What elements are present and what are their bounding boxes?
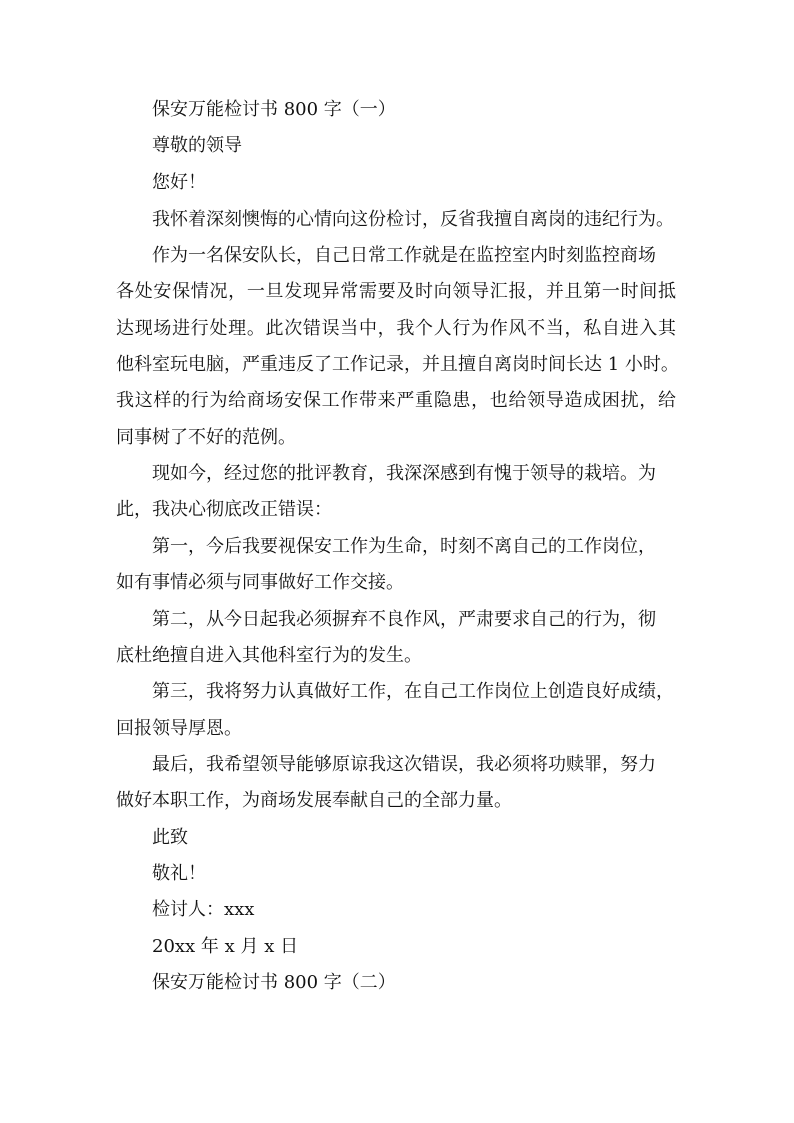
- paragraph-line: 我怀着深刻懊悔的心情向这份检讨，反省我擅自离岗的违纪行为。: [152, 209, 674, 230]
- closing-line: 此致: [152, 827, 188, 848]
- salutation: 尊敬的领导: [152, 135, 242, 156]
- paragraph-line: 第一，今后我要视保安工作为生命，时刻不离自己的工作岗位，: [152, 536, 656, 557]
- paragraph-line: 第二，从今日起我必须摒弃不良作风，严肃要求自己的行为，彻: [152, 609, 656, 630]
- signer: 检讨人：xxx: [152, 899, 255, 920]
- document-title: 保安万能检讨书 800 字（一）: [152, 99, 396, 120]
- paragraph-line: 第三，我将努力认真做好工作，在自己工作岗位上创造良好成绩，: [152, 681, 674, 702]
- date: 20xx 年 x 月 x 日: [152, 936, 299, 957]
- paragraph-line: 如有事情必须与同事做好工作交接。: [116, 572, 404, 593]
- paragraph-line: 他科室玩电脑，严重违反了工作记录，并且擅自离岗时间长达 1 小时。: [116, 354, 679, 375]
- paragraph-line: 达现场进行处理。此次错误当中，我个人行为作风不当，私自进入其: [116, 318, 676, 339]
- paragraph-line: 做好本职工作，为商场发展奉献自己的全部力量。: [116, 790, 512, 811]
- greeting: 您好！: [152, 172, 206, 193]
- paragraph-line: 底杜绝擅自进入其他科室行为的发生。: [116, 645, 422, 666]
- paragraph-line: 同事树了不好的范例。: [116, 427, 296, 448]
- section-title: 保安万能检讨书 800 字（二）: [152, 972, 396, 993]
- paragraph-line: 最后，我希望领导能够原谅我这次错误，我必须将功赎罪，努力: [152, 754, 656, 775]
- paragraph-line: 现如今，经过您的批评教育，我深深感到有愧于领导的栽培。为: [152, 463, 656, 484]
- paragraph-line: 此，我决心彻底改正错误：: [116, 499, 332, 520]
- closing-salute: 敬礼！: [152, 863, 206, 884]
- paragraph-line: 作为一名保安队长，自己日常工作就是在监控室内时刻监控商场: [152, 245, 656, 266]
- paragraph-line: 各处安保情况，一旦发现异常需要及时向领导汇报，并且第一时间抵: [116, 281, 676, 302]
- paragraph-line: 我这样的行为给商场安保工作带来严重隐患，也给领导造成困扰，给: [116, 390, 676, 411]
- paragraph-line: 回报领导厚恩。: [116, 718, 242, 739]
